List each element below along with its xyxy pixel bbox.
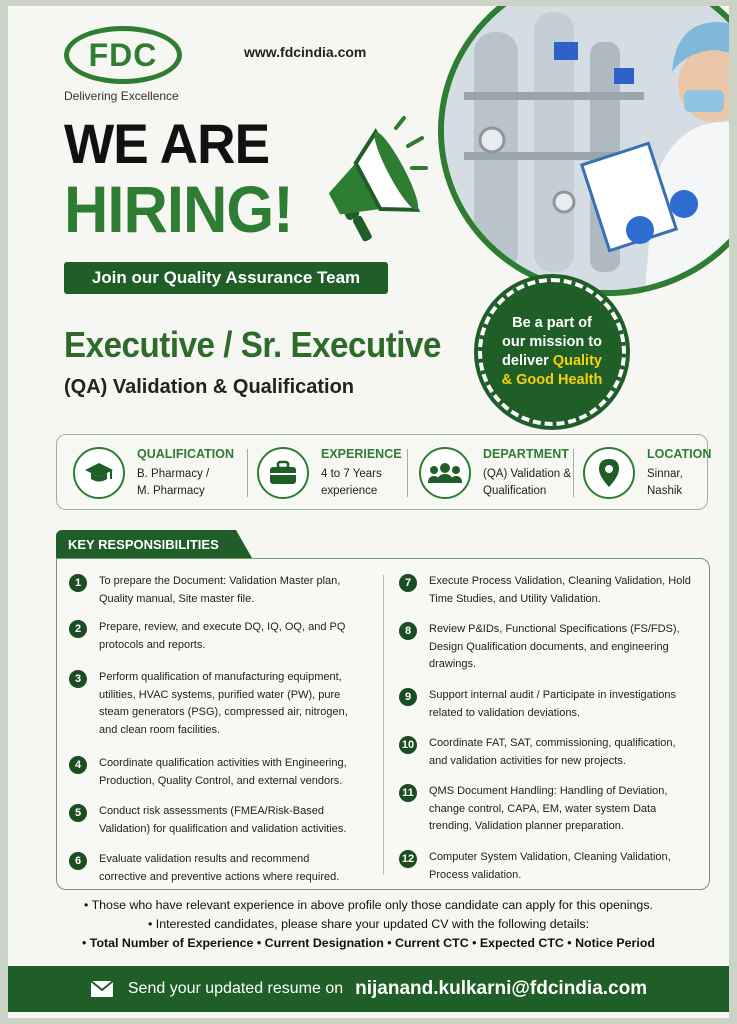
item-text: Prepare, review, and execute DQ, IQ, OQ, and PQ protocols and reports.: [99, 621, 346, 651]
info-location: [583, 435, 711, 511]
footer-label: Send your updated resume on: [127, 980, 344, 997]
item-number: 5: [69, 804, 87, 822]
item-text: Computer System Validation, Cleaning Validation, Process validation.: [429, 851, 671, 881]
item-number: 1: [69, 574, 87, 592]
fdc-logo: [64, 26, 182, 90]
info-value-location: Sinnar, Nashik: [647, 467, 683, 497]
mission-deliver: deliver: [502, 353, 549, 369]
info-head-experience: EXPERIENCE: [321, 446, 402, 461]
responsibilities-heading: KEY RESPONSIBILITIES: [56, 530, 236, 558]
envelope-icon: [90, 980, 114, 998]
logo-text: FDC: [88, 36, 158, 73]
list-item: [69, 803, 359, 838]
job-title: Executive / Sr. Executive: [64, 324, 441, 365]
responsibilities-box: [56, 558, 710, 890]
item-text: Review P&IDs, Functional Specifications (FS/FDS), Design Qualification documents, and engineering drawings.: [429, 623, 680, 671]
list-item: [399, 849, 695, 884]
mission-line-1: Be a part of: [512, 315, 592, 332]
poster: [8, 6, 729, 1018]
logo-oval: [64, 26, 182, 84]
list-item: [69, 669, 359, 739]
item-number: 9: [399, 688, 417, 706]
item-text: Coordinate qualification activities with Engineering, Production, Quality Control, and external vendors.: [99, 757, 347, 787]
info-divider: [573, 449, 574, 497]
item-number: 6: [69, 852, 87, 870]
list-item: [69, 851, 359, 886]
item-number: 12: [399, 850, 417, 868]
list-item: [69, 619, 349, 654]
headline-hiring: HIRING!: [64, 172, 293, 246]
note-eligibility: • Those who have relevant experience in above profile only those candidate can apply for this openings.: [84, 898, 653, 912]
job-subtitle: (QA) Validation & Qualification: [64, 376, 355, 398]
item-text: Support internal audit / Participate in investigations related to validation deviations.: [429, 689, 677, 719]
item-text: QMS Document Handling: Handling of Deviation, change control, CAPA, EM, water system Data trending, Validation planner preparation.: [429, 785, 668, 833]
graduation-cap-icon: [73, 447, 125, 499]
list-item: [399, 735, 695, 770]
info-head-department: DEPARTMENT: [483, 446, 569, 461]
column-divider: [383, 575, 384, 875]
item-text: Evaluate validation results and recommend corrective and preventive actions where required.: [99, 853, 340, 883]
join-team-banner: Join our Quality Assurance Team: [64, 262, 388, 294]
info-qualification: [73, 435, 234, 511]
footer-banner: [8, 966, 729, 1012]
list-item: [399, 783, 695, 836]
item-text: Conduct risk assessments (FMEA/Risk-Based Validation) for qualification and validation activities.: [99, 805, 347, 835]
item-number: 8: [399, 622, 417, 640]
item-text: To prepare the Document: Validation Master plan, Quality manual, Site master file.: [99, 575, 341, 605]
location-pin-icon: [583, 447, 635, 499]
item-number: 7: [399, 574, 417, 592]
info-head-location: LOCATION: [647, 446, 712, 461]
mission-highlight-quality: Quality: [552, 353, 602, 369]
headline-we-are: WE ARE: [64, 112, 270, 175]
note-details: • Total Number of Experience • Current Designation • Current CTC • Expected CTC • Notice Period: [82, 936, 655, 950]
website-link[interactable]: www.fdcindia.com: [244, 44, 367, 60]
note-share-cv: • Interested candidates, please share your updated CV with the following details:: [147, 917, 590, 931]
list-item: [69, 573, 349, 608]
info-value-experience: 4 to 7 Years experience: [321, 467, 382, 497]
info-divider: [407, 449, 408, 497]
list-item: [399, 621, 695, 674]
mission-highlight-health: & Good Health: [501, 371, 603, 388]
list-item: [399, 573, 695, 608]
item-number: 11: [399, 784, 417, 802]
item-text: Execute Process Validation, Cleaning Validation, Hold Time Studies, and Utility Validation.: [429, 575, 691, 605]
mission-line-3: [502, 352, 602, 371]
job-info-bar: [56, 434, 712, 510]
info-head-qualification: QUALIFICATION: [137, 446, 234, 461]
list-item: [69, 755, 359, 790]
lab-scene-illustration: [444, 6, 729, 296]
item-number: 2: [69, 620, 87, 638]
mission-line-2: our mission to: [502, 334, 602, 351]
item-number: 4: [69, 756, 87, 774]
info-divider: [247, 449, 248, 497]
briefcase-icon: [257, 447, 309, 499]
mission-badge: [478, 278, 626, 426]
item-text: Perform qualification of manufacturing equipment, utilities, HVAC systems, purified water (PW), pure steam generators (PSG), compressed air, nitrogen, and clean room facilities.: [99, 671, 348, 736]
info-department: [419, 435, 571, 511]
list-item: [399, 687, 695, 722]
megaphone-icon: [308, 116, 428, 246]
team-icon: [419, 447, 471, 499]
tagline: Delivering Excellence: [64, 89, 179, 103]
info-value-qualification: B. Pharmacy / M. Pharmacy: [137, 467, 210, 497]
resume-email-link[interactable]: nijanand.kulkarni@fdcindia.com: [355, 978, 648, 999]
info-experience: [257, 435, 402, 511]
lab-photo: [438, 6, 729, 296]
item-number: 10: [399, 736, 417, 754]
info-value-department: (QA) Validation & Qualification: [483, 467, 571, 497]
item-text: Coordinate FAT, SAT, commissioning, qualification, and validation activities for new projects.: [429, 737, 676, 767]
item-number: 3: [69, 670, 87, 688]
